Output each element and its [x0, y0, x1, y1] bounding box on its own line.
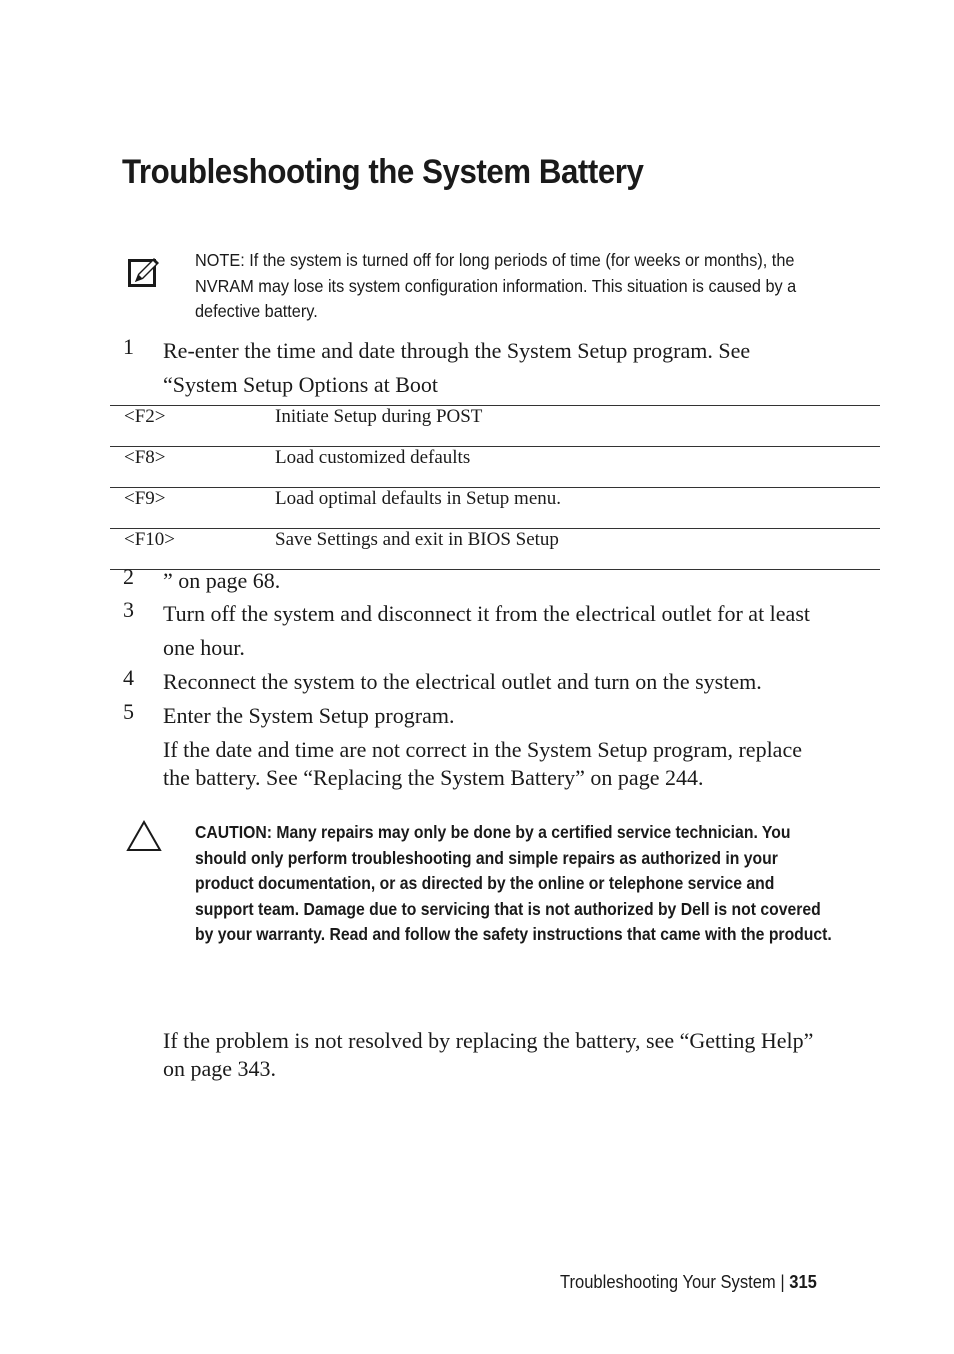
step-text: Re-enter the time and date through the System Setup program. See “System Setup Options at Boot	[163, 338, 751, 397]
step-5-followup: If the date and time are not correct in the System Setup program, replace the battery. See “Replacing the System Battery” on page 244.	[163, 737, 802, 790]
closing-paragraph: If the problem is not resolved by replacing the battery, see “Getting Help” on page 343.	[163, 1028, 814, 1081]
footer-separator: |	[780, 1272, 785, 1292]
step-text: Reconnect the system to the electrical outlet and turn on the system.	[163, 669, 762, 694]
step-text: Turn off the system and disconnect it from the electrical outlet for at least one hour.	[163, 601, 810, 660]
table-key: <F9>	[124, 488, 166, 509]
step-number: 3	[123, 597, 134, 622]
table-key: <F10>	[124, 529, 175, 550]
table-row	[110, 446, 880, 487]
page-footer	[560, 1272, 817, 1293]
page-title: Troubleshooting the System Battery	[122, 153, 644, 191]
caution-label: CAUTION:	[195, 822, 272, 842]
table-desc: Load customized defaults	[275, 447, 471, 468]
table-desc: Initiate Setup during POST	[275, 406, 483, 427]
table-key: <F8>	[124, 447, 166, 468]
table-desc: Save Settings and exit in BIOS Setup	[275, 529, 559, 550]
note-block	[195, 248, 809, 325]
boot-options-table	[110, 405, 880, 570]
page-number: 315	[789, 1272, 817, 1292]
step-number: 4	[123, 665, 134, 690]
table-desc: Load optimal defaults in Setup menu.	[275, 488, 562, 509]
footer-section: Troubleshooting Your System	[560, 1272, 776, 1292]
table-row	[110, 405, 880, 446]
note-text: If the system is turned off for long periods of time (for weeks or months), the NVRAM may lose its system configuration information. This situation is caused by a defective battery.	[195, 250, 797, 321]
step-number: 5	[123, 699, 134, 724]
caution-block	[195, 820, 834, 948]
step-number: 2	[123, 564, 134, 589]
step-number: 1	[123, 334, 134, 359]
note-pencil-icon	[127, 255, 161, 289]
caution-triangle-icon	[126, 820, 162, 852]
step-text: ” on page 68.	[163, 568, 281, 593]
table-row	[110, 487, 880, 528]
caution-text: Many repairs may only be done by a certified service technician. You should only perform troubleshooting and simple repairs as authorized in your product documentation, or as directed by the online or telephone service and support team. Damage due to servicing that is not authorized by Dell is not covered by your warranty. Read and follow the safety instructions that came with the product.	[195, 822, 832, 944]
step-text: Enter the System Setup program.	[163, 703, 455, 728]
table-key: <F2>	[124, 406, 166, 427]
note-label: NOTE:	[195, 250, 245, 270]
